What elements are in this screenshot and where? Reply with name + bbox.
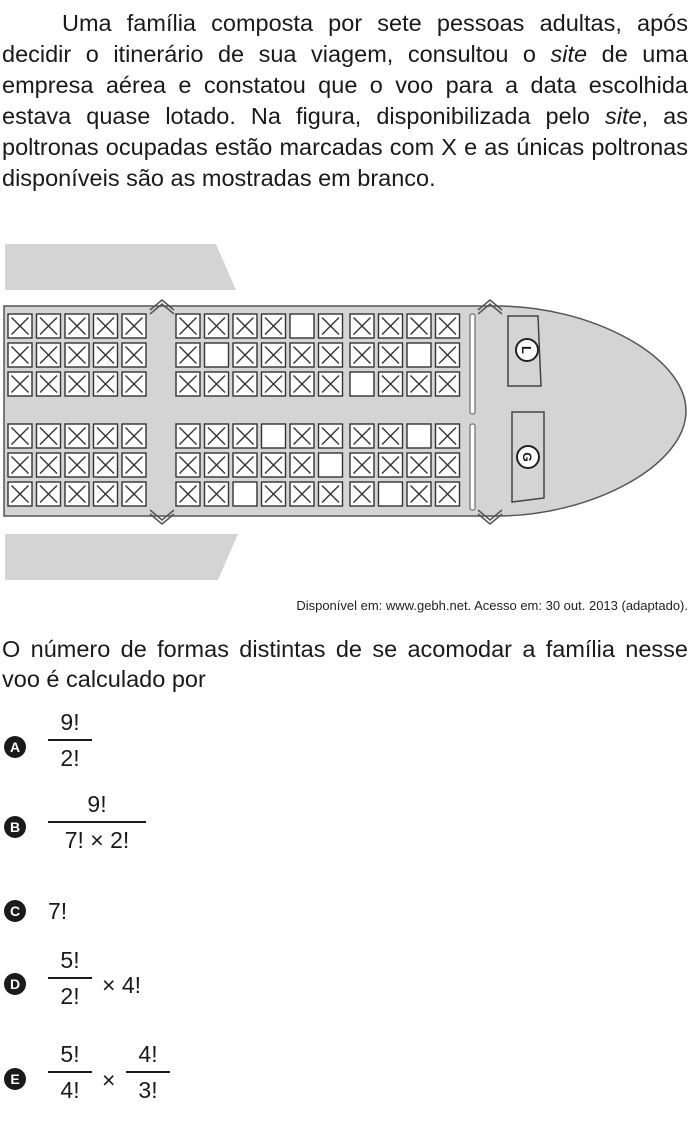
seat-occupied — [350, 424, 374, 448]
seat-occupied — [290, 372, 314, 396]
question-prompt: O número de formas distintas de se acomodar a família nesse voo é calculado por — [2, 636, 688, 692]
seat-occupied — [122, 482, 146, 506]
seat-occupied — [290, 482, 314, 506]
option-b-badge[interactable]: B — [4, 816, 26, 838]
seat-occupied — [205, 372, 229, 396]
seat-occupied — [94, 482, 118, 506]
seat-occupied — [407, 372, 431, 396]
seat-occupied — [122, 372, 146, 396]
seat-available — [379, 482, 403, 506]
seat-occupied — [8, 482, 32, 506]
seat-occupied — [94, 343, 118, 367]
statement-text-3: , as poltronas ocupadas estão marcadas com X e as únicas poltronas disponíveis são as mostradas em branco. — [2, 103, 688, 191]
option-a-badge[interactable]: A — [4, 736, 26, 758]
statement-site-2: site — [605, 103, 642, 129]
option-c-text[interactable]: 7! — [48, 898, 68, 924]
lower-wing — [5, 534, 238, 580]
statement-site-1: site — [550, 41, 588, 67]
option-a-fraction[interactable] — [48, 708, 92, 772]
figure-source: Disponível em: www.gebh.net. Acesso em: 30 out. 2013 (adaptado). — [296, 598, 688, 613]
option-e-times: × — [102, 1067, 116, 1093]
seat-occupied — [37, 453, 61, 477]
seat-available — [407, 343, 431, 367]
lavatory-label: L — [519, 346, 534, 354]
seat-occupied — [8, 372, 32, 396]
seat-available — [233, 482, 257, 506]
upper-wing — [5, 244, 236, 290]
option-e-denominator-2: 3! — [138, 1077, 158, 1103]
seat-occupied — [8, 314, 32, 338]
seat-occupied — [319, 343, 343, 367]
option-a-denominator: 2! — [60, 745, 80, 771]
fraction-bar — [48, 1071, 92, 1073]
seat-occupied — [262, 314, 286, 338]
question-statement — [2, 8, 688, 194]
seat-available — [319, 453, 343, 477]
seat-occupied — [205, 314, 229, 338]
seat-occupied — [319, 372, 343, 396]
seat-available — [205, 343, 229, 367]
statement-paragraph — [2, 8, 688, 194]
seat-occupied — [436, 453, 460, 477]
seat-occupied — [319, 482, 343, 506]
seat-occupied — [290, 343, 314, 367]
fraction-bar — [48, 977, 92, 979]
option-e-numerator-2: 4! — [138, 1041, 158, 1067]
statement-text-2: de uma empresa aérea e constatou que o voo para a data escolhida estava quase lotado. Na figura, disponibilizada pelo — [2, 41, 688, 129]
option-b-fraction[interactable] — [48, 790, 146, 854]
seat-occupied — [379, 314, 403, 338]
statement-text-1: Uma família composta por sete pessoas adultas, após decidir o itinerário de sua viagem, consultou o — [2, 10, 688, 67]
seat-occupied — [37, 482, 61, 506]
seat-occupied — [65, 453, 89, 477]
option-e-denominator-1: 4! — [60, 1077, 80, 1103]
option-d-denominator: 2! — [60, 983, 80, 1009]
seat-occupied — [436, 482, 460, 506]
seat-occupied — [65, 314, 89, 338]
seat-occupied — [290, 424, 314, 448]
seat-occupied — [8, 343, 32, 367]
seat-occupied — [233, 453, 257, 477]
option-e-fraction-2 — [126, 1040, 170, 1104]
option-e-numerator-1: 5! — [60, 1041, 80, 1067]
galley-label: G — [520, 452, 534, 462]
seat-occupied — [407, 482, 431, 506]
seat-occupied — [379, 372, 403, 396]
seat-occupied — [350, 343, 374, 367]
seat-occupied — [176, 453, 200, 477]
seat-occupied — [262, 453, 286, 477]
seat-occupied — [262, 343, 286, 367]
seat-occupied — [205, 453, 229, 477]
option-b-numerator: 9! — [87, 791, 107, 817]
seat-occupied — [436, 314, 460, 338]
seat-occupied — [8, 424, 32, 448]
seat-occupied — [122, 424, 146, 448]
option-d-multiplier: × 4! — [102, 972, 142, 998]
fraction-bar — [48, 821, 146, 823]
seat-occupied — [233, 343, 257, 367]
seat-occupied — [262, 482, 286, 506]
seat-occupied — [65, 372, 89, 396]
seat-occupied — [350, 482, 374, 506]
seat-occupied — [290, 453, 314, 477]
seat-occupied — [233, 314, 257, 338]
seat-occupied — [8, 453, 32, 477]
seat-occupied — [122, 314, 146, 338]
seat-occupied — [37, 372, 61, 396]
seat-occupied — [37, 424, 61, 448]
seat-occupied — [37, 314, 61, 338]
option-a-numerator: 9! — [60, 709, 80, 735]
option-e-fraction-1[interactable] — [48, 1040, 92, 1104]
seat-occupied — [94, 424, 118, 448]
fraction-bar — [126, 1071, 170, 1073]
option-d-fraction[interactable] — [48, 946, 92, 1010]
seat-occupied — [65, 343, 89, 367]
seat-occupied — [205, 482, 229, 506]
seat-occupied — [319, 314, 343, 338]
seat-occupied — [65, 482, 89, 506]
seat-occupied — [350, 453, 374, 477]
seat-occupied — [436, 372, 460, 396]
seat-occupied — [176, 343, 200, 367]
seat-occupied — [94, 453, 118, 477]
option-c-badge[interactable]: C — [4, 900, 26, 922]
option-d-badge[interactable]: D — [4, 973, 26, 995]
seat-map-figure — [0, 236, 700, 586]
fraction-bar — [48, 739, 92, 741]
seat-occupied — [262, 372, 286, 396]
seat-occupied — [379, 343, 403, 367]
seat-occupied — [233, 424, 257, 448]
seat-available — [350, 372, 374, 396]
option-d-numerator: 5! — [60, 947, 80, 973]
seat-occupied — [379, 453, 403, 477]
seat-occupied — [122, 453, 146, 477]
seat-occupied — [319, 424, 343, 448]
seat-occupied — [65, 424, 89, 448]
seat-available — [262, 424, 286, 448]
seat-occupied — [407, 314, 431, 338]
seat-occupied — [37, 343, 61, 367]
seat-occupied — [176, 314, 200, 338]
option-e-badge[interactable]: E — [4, 1068, 26, 1090]
seat-occupied — [436, 424, 460, 448]
seat-occupied — [176, 424, 200, 448]
seat-occupied — [436, 343, 460, 367]
seat-available — [407, 424, 431, 448]
seat-occupied — [94, 372, 118, 396]
seat-occupied — [176, 372, 200, 396]
option-b-denominator: 7! × 2! — [64, 827, 130, 853]
seat-occupied — [205, 424, 229, 448]
seat-available — [290, 314, 314, 338]
seat-occupied — [94, 314, 118, 338]
seat-occupied — [407, 453, 431, 477]
seat-occupied — [176, 482, 200, 506]
seat-occupied — [350, 314, 374, 338]
seat-occupied — [233, 372, 257, 396]
seat-occupied — [379, 424, 403, 448]
seat-occupied — [122, 343, 146, 367]
cabin-divider — [470, 424, 475, 510]
cabin-divider — [470, 314, 475, 414]
